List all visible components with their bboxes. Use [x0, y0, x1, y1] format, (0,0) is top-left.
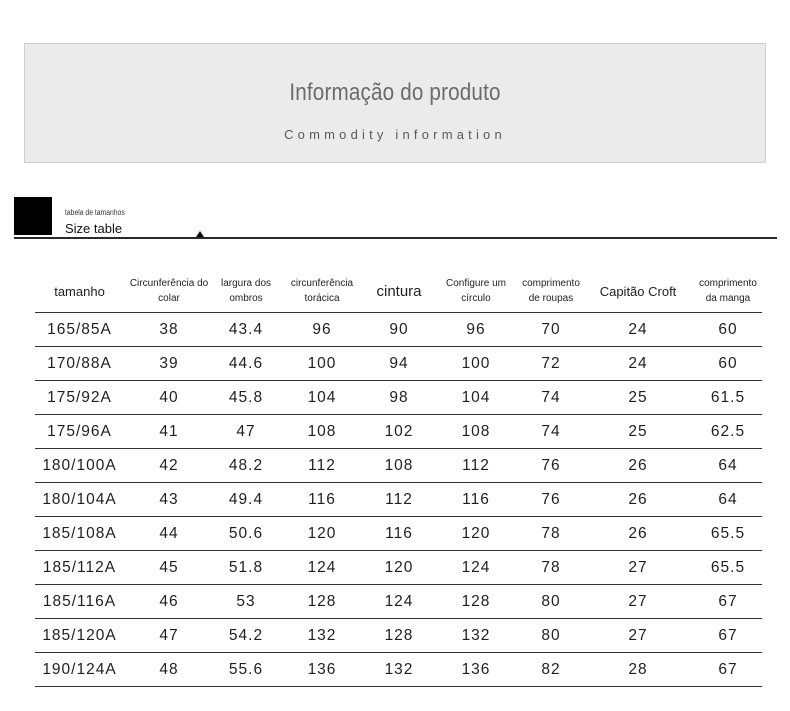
table-cell: 120: [278, 517, 366, 551]
table-cell: 42: [124, 449, 214, 483]
table-cell: 100: [432, 347, 520, 381]
size-table: [35, 270, 762, 687]
table-cell: 175/92A: [35, 381, 124, 415]
table-cell: 96: [432, 313, 520, 347]
table-cell: 74: [520, 381, 582, 415]
table-cell: 80: [520, 585, 582, 619]
table-cell: 185/108A: [35, 517, 124, 551]
table-cell: 116: [278, 483, 366, 517]
table-cell: 44: [124, 517, 214, 551]
table-cell: 132: [432, 619, 520, 653]
table-cell: 26: [582, 517, 694, 551]
column-header: Capitão Croft: [582, 270, 694, 313]
table-cell: 124: [366, 585, 432, 619]
table-cell: 180/104A: [35, 483, 124, 517]
table-cell: 136: [278, 653, 366, 687]
table-row: [35, 381, 762, 415]
table-cell: 60: [694, 347, 762, 381]
column-header: comprimento de roupas: [520, 270, 582, 313]
table-cell: 185/120A: [35, 619, 124, 653]
table-cell: 90: [366, 313, 432, 347]
table-cell: 39: [124, 347, 214, 381]
table-cell: 94: [366, 347, 432, 381]
table-cell: 170/88A: [35, 347, 124, 381]
table-row: [35, 313, 762, 347]
table-cell: 54.2: [214, 619, 278, 653]
table-cell: 25: [582, 415, 694, 449]
table-row: [35, 347, 762, 381]
table-cell: 43: [124, 483, 214, 517]
table-row: [35, 653, 762, 687]
column-header: largura dos ombros: [214, 270, 278, 313]
table-row: [35, 415, 762, 449]
table-row: [35, 483, 762, 517]
section-label-large: Size table: [65, 221, 123, 236]
table-cell: 41: [124, 415, 214, 449]
product-info-banner: [24, 43, 766, 163]
table-cell: 47: [124, 619, 214, 653]
table-cell: 116: [432, 483, 520, 517]
table-cell: 98: [366, 381, 432, 415]
table-cell: 80: [520, 619, 582, 653]
table-row: [35, 517, 762, 551]
table-cell: 128: [432, 585, 520, 619]
table-cell: 100: [278, 347, 366, 381]
table-cell: 65.5: [694, 517, 762, 551]
table-cell: 108: [366, 449, 432, 483]
table-cell: 165/85A: [35, 313, 124, 347]
table-cell: 61.5: [694, 381, 762, 415]
table-cell: 44.6: [214, 347, 278, 381]
table-cell: 27: [582, 619, 694, 653]
table-cell: 55.6: [214, 653, 278, 687]
table-cell: 26: [582, 483, 694, 517]
table-cell: 128: [278, 585, 366, 619]
table-cell: 185/116A: [35, 585, 124, 619]
table-cell: 82: [520, 653, 582, 687]
table-cell: 45.8: [214, 381, 278, 415]
section-divider: [14, 237, 777, 239]
table-cell: 27: [582, 551, 694, 585]
table-cell: 112: [432, 449, 520, 483]
column-header: Circunferência do colar: [124, 270, 214, 313]
table-cell: 76: [520, 483, 582, 517]
table-cell: 120: [432, 517, 520, 551]
table-cell: 70: [520, 313, 582, 347]
column-header: comprimento da manga: [694, 270, 762, 313]
column-header: cintura: [366, 270, 432, 313]
section-marker-block: [14, 197, 52, 235]
table-cell: 24: [582, 347, 694, 381]
table-cell: 40: [124, 381, 214, 415]
table-cell: 104: [278, 381, 366, 415]
table-cell: 67: [694, 653, 762, 687]
table-cell: 102: [366, 415, 432, 449]
table-cell: 112: [278, 449, 366, 483]
table-cell: 67: [694, 619, 762, 653]
table-cell: 175/96A: [35, 415, 124, 449]
table-cell: 124: [278, 551, 366, 585]
table-row: [35, 551, 762, 585]
table-cell: 120: [366, 551, 432, 585]
table-cell: 112: [366, 483, 432, 517]
table-cell: 128: [366, 619, 432, 653]
table-cell: 104: [432, 381, 520, 415]
column-header: circunferência torácica: [278, 270, 366, 313]
table-cell: 49.4: [214, 483, 278, 517]
table-cell: 124: [432, 551, 520, 585]
table-cell: 72: [520, 347, 582, 381]
table-cell: 108: [432, 415, 520, 449]
banner-title: Informação do produto: [289, 79, 501, 106]
table-cell: 47: [214, 415, 278, 449]
table-cell: 27: [582, 585, 694, 619]
table-cell: 48: [124, 653, 214, 687]
table-cell: 45: [124, 551, 214, 585]
table-cell: 51.8: [214, 551, 278, 585]
table-cell: 53: [214, 585, 278, 619]
banner-subtitle: Commodity information: [284, 127, 506, 142]
section-label-small: tabela de tamanhos: [65, 208, 125, 217]
table-cell: 67: [694, 585, 762, 619]
table-row: [35, 619, 762, 653]
table-cell: 76: [520, 449, 582, 483]
table-cell: 64: [694, 483, 762, 517]
table-cell: 65.5: [694, 551, 762, 585]
table-row: [35, 449, 762, 483]
table-header-row: [35, 270, 762, 313]
table-cell: 132: [366, 653, 432, 687]
table-cell: 25: [582, 381, 694, 415]
table-cell: 62.5: [694, 415, 762, 449]
table-cell: 64: [694, 449, 762, 483]
table-cell: 43.4: [214, 313, 278, 347]
table-cell: 38: [124, 313, 214, 347]
table-cell: 132: [278, 619, 366, 653]
table-cell: 46: [124, 585, 214, 619]
table-cell: 24: [582, 313, 694, 347]
table-cell: 180/100A: [35, 449, 124, 483]
table-cell: 48.2: [214, 449, 278, 483]
table-cell: 26: [582, 449, 694, 483]
table-row: [35, 585, 762, 619]
table-cell: 50.6: [214, 517, 278, 551]
column-header: Configure um círculo: [432, 270, 520, 313]
table-cell: 96: [278, 313, 366, 347]
table-cell: 78: [520, 517, 582, 551]
table-cell: 60: [694, 313, 762, 347]
table-cell: 108: [278, 415, 366, 449]
table-cell: 74: [520, 415, 582, 449]
column-header: tamanho: [35, 270, 124, 313]
table-cell: 28: [582, 653, 694, 687]
table-cell: 78: [520, 551, 582, 585]
table-cell: 190/124A: [35, 653, 124, 687]
table-cell: 116: [366, 517, 432, 551]
table-cell: 185/112A: [35, 551, 124, 585]
table-cell: 136: [432, 653, 520, 687]
